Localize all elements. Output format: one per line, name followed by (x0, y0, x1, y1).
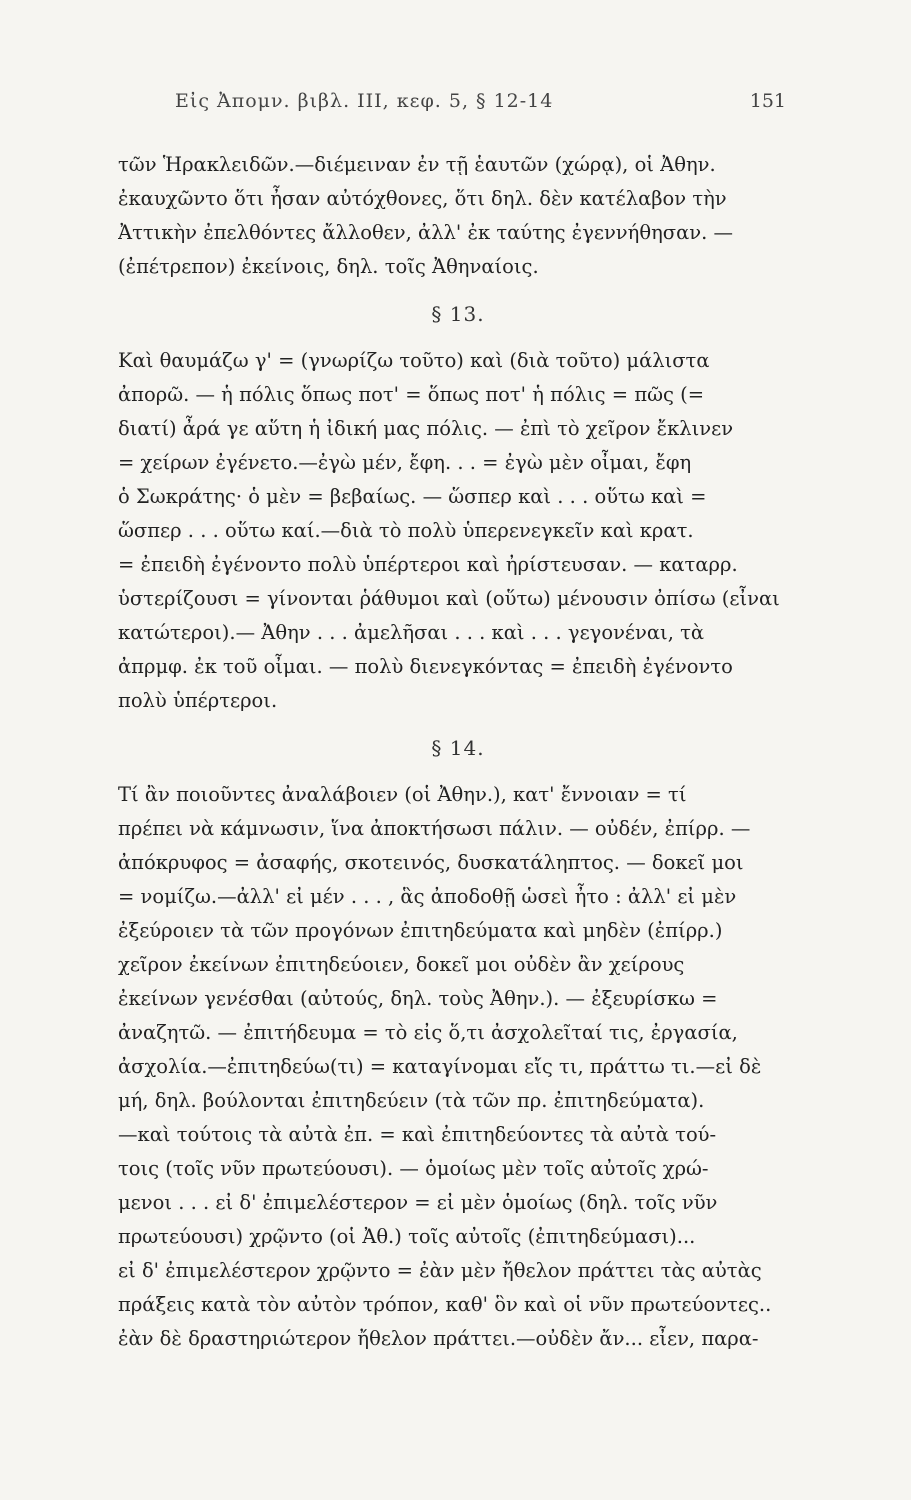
text-line: πολὺ ὑπέρτεροι. (118, 689, 278, 712)
text-line: = νομίζω.—ἀλλ' εἰ μέν . . . , ἃς ἀποδοθῇ ὡσεὶ ἦτο : ἀλλ' εἰ μὲν (118, 885, 737, 908)
text-line: κατώτεροι).— Ἀθην . . . ἀμελῆσαι . . . καὶ . . . γεγονέναι, τὰ (118, 621, 705, 644)
text-line: τῶν Ἡρακλειδῶν.—διέμειναν ἐν τῇ ἑαυτῶν (χώρᾳ), οἱ Ἀθην. (118, 153, 716, 176)
section-heading-14: § 14. (431, 736, 485, 760)
text-line: πρωτεύουσι) χρῷντο (οἱ Ἀθ.) τοῖς αὐτοῖς (ἐπιτηδεύμασι)... (118, 1225, 696, 1248)
text-line: ἐξεύροιεν τὰ τῶν προγόνων ἐπιτηδεύματα καὶ μηδὲν (ἐπίρρ.) (118, 919, 723, 942)
text-line: πράξεις κατὰ τὸν αὐτὸν τρόπον, καθ' ὃν καὶ οἱ νῦν πρωτεύοντες.. (118, 1293, 772, 1316)
text-line: μή, δηλ. βούλονται ἐπιτηδεύειν (τὰ τῶν πρ. ἐπιτηδεύματα). (118, 1089, 705, 1112)
page-header (0, 90, 911, 120)
text-line: πρέπει νὰ κάμνωσιν, ἵνα ἀποκτήσωσι πάλιν. — οὐδέν, ἐπίρρ. — (118, 817, 751, 840)
page-number: 151 (749, 90, 786, 112)
text-line: = χείρων ἐγένετο.—ἐγὼ μέν, ἔφη. . . = ἐγὼ μὲν οἶμαι, ἔφη (118, 451, 692, 474)
text-line: Καὶ θαυμάζω γ' = (γνωρίζω τοῦτο) καὶ (διὰ τοῦτο) μάλιστα (118, 349, 710, 372)
body-text (118, 148, 798, 1356)
text-line: διατί) ἆρά γε αὕτη ἡ ἰδική μας πόλις. — ἐπὶ τὸ χεῖρον ἔκλινεν (118, 417, 734, 440)
text-line: ὥσπερ . . . οὕτω καί.—διὰ τὸ πολὺ ὑπερενεγκεῖν καὶ κρατ. (118, 519, 694, 542)
text-line: μενοι . . . εἰ δ' ἐπιμελέστερον = εἰ μὲν ὁμοίως (δηλ. τοῖς νῦν (118, 1191, 718, 1214)
text-line: Ἀττικὴν ἐπελθόντες ἄλλοθεν, ἀλλ' ἐκ ταύτης ἐγεννήθησαν. — (118, 221, 733, 244)
text-line: ἐκαυχῶντο ὅτι ἦσαν αὐτόχθονες, ὅτι δηλ. δὲν κατέλαβον τὴν (118, 187, 727, 210)
running-head: Εἰς Ἀπομν. βιβλ. III, κεφ. 5, § 12-14 (175, 90, 554, 112)
text-line: ἀπορῶ. — ἡ πόλις ὅπως ποτ' = ὅπως ποτ' ἡ πόλις = πῶς (= (118, 383, 705, 406)
text-line: Τί ἂν ποιοῦντες ἀναλάβοιεν (οἱ Ἀθην.), κατ' ἔννοιαν = τί (118, 783, 687, 806)
text-line: ἐὰν δὲ δραστηριώτερον ἤθελον πράττει.—οὐδὲν ἄν... εἶεν, παρα- (118, 1327, 759, 1350)
section-heading-13: § 13. (431, 302, 485, 326)
text-line: ὁ Σωκράτης· ὁ μὲν = βεβαίως. — ὥσπερ καὶ . . . οὕτω καὶ = (118, 485, 707, 508)
text-line: εἰ δ' ἐπιμελέστερον χρῷντο = ἐὰν μὲν ἤθελον πράττει τὰς αὐτὰς (118, 1259, 762, 1282)
text-line: (ἐπέτρεπον) ἐκείνοις, δηλ. τοῖς Ἀθηναίοις. (118, 255, 539, 278)
text-line: ὑστερίζουσι = γίνονται ῥάθυμοι καὶ (οὕτω) μένουσιν ὀπίσω (εἶναι (118, 587, 780, 610)
text-line: = ἐπειδὴ ἐγένοντο πολὺ ὑπέρτεροι καὶ ἠρίστευσαν. — καταρρ. (118, 553, 738, 576)
text-line: ἀναζητῶ. — ἐπιτήδευμα = τὸ εἰς ὅ,τι ἀσχολεῖταί τις, ἐργασία, (118, 1021, 738, 1044)
text-line: ἐκείνων γενέσθαι (αὐτούς, δηλ. τοὺς Ἀθην.). — ἐξευρίσκω = (118, 987, 718, 1010)
text-line: χεῖρον ἐκείνων ἐπιτηδεύοιεν, δοκεῖ μοι οὐδὲν ἂν χείρους (118, 953, 685, 976)
text-line: τοις (τοῖς νῦν πρωτεύουσι). — ὁμοίως μὲν τοῖς αὐτοῖς χρώ- (118, 1157, 709, 1180)
text-line: ἀσχολία.—ἐπιτηδεύω(τι) = καταγίνομαι εἴς τι, πράττω τι.—εἰ δὲ (118, 1055, 762, 1078)
text-line: —καὶ τούτοις τὰ αὐτὰ ἐπ. = καὶ ἐπιτηδεύοντες τὰ αὐτὰ τού- (118, 1123, 717, 1146)
text-line: ἀπόκρυφος = ἀσαφής, σκοτεινός, δυσκατάληπτος. — δοκεῖ μοι (118, 851, 744, 874)
text-line: ἀπρμφ. ἐκ τοῦ οἶμαι. — πολὺ διενεγκόντας = ἐπειδὴ ἐγένοντο (118, 655, 733, 678)
